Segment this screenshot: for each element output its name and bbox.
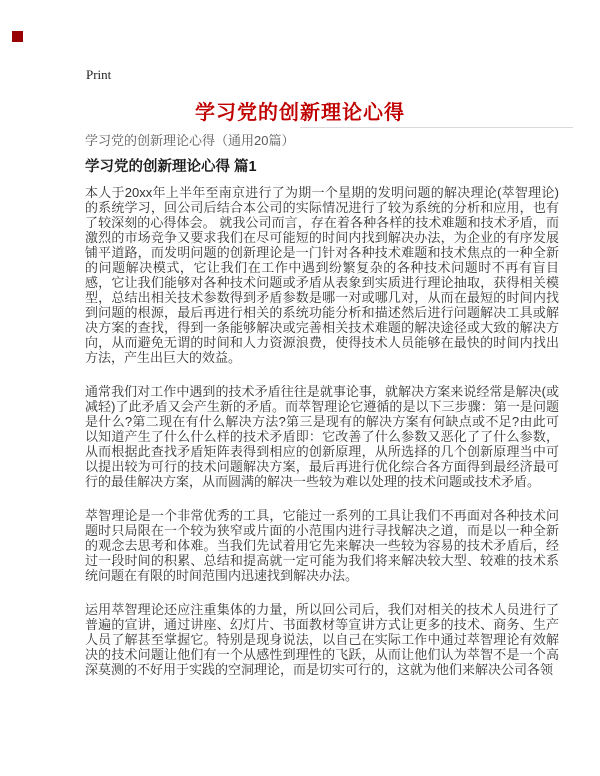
- body-paragraphs: [85, 185, 559, 677]
- document-content: [85, 133, 559, 696]
- paragraph: 本人于20xx年上半年至南京进行了为期一个星期的发明问题的解决理论(萃智理论)的系统学习，回公司后结合本公司的实际情况进行了较为系统的分析和应用，也有了较深刻的心得体会。 就我公司而言，存在着各种各样的技术难题和技术矛盾，而激烈的市场竞争又要求我们在尽可能短的时间内找到解决办法，为企业的有序发展铺平道路，而发明问题的创新理论是一门针对各种技术难题和技术焦点的一种全新的问题解决模式，它让我们在工作中遇到纷繁复杂的各种技术问题时不再有盲目感，它让我们能够对各种技术问题或矛盾从表象到实质进行理论抽取，获得相关模型，总结出相关技术参数得到矛盾参数是哪一对或哪几对，从而在最短的时间内找到问题的根源，最后再进行相关的系统功能分析和描述然后进行问题解决工具或解决方案的查找，得到一条能够解决或完善相关技术难题的解决途径或大致的解决方向，从而避免无谓的时间和人力资源浪费，使得技术人员能够在最快的时间内找出方法，产生出巨大的效益。: [85, 185, 559, 365]
- paragraph: 通常我们对工作中遇到的技术矛盾往往是就事论事，就解决方案来说经常是解决(或减轻)了此矛盾又会产生新的矛盾。而萃智理论它遵循的是以下三步骤：第一是问题是什么?第二现在有什么解决方法?第三是现有的解决方案有何缺点或不足?由此可以知道产生了什么什么样的技术矛盾即：它改善了什么参数又恶化了了什么参数，从而根据此查找矛盾矩阵表得到相应的创新原理，从所选择的几个创新原理当中可以提出较为可行的技术问题解决方案，最后再进行优化综合各方面得到最经济最可行的最佳解决方案，从而圆满的解决一些较为难以处理的技术问题或技术矛盾。: [85, 384, 559, 489]
- section-heading: 学习党的创新理论心得 篇1: [85, 159, 257, 175]
- page-title: 学习党的创新理论心得: [195, 102, 405, 124]
- red-square-marker: [12, 31, 23, 42]
- print-button[interactable]: Print: [86, 67, 112, 82]
- document-subtitle: 学习党的创新理论心得（通用20篇）: [85, 133, 295, 148]
- divider-line: [300, 127, 573, 128]
- paragraph: 运用萃智理论还应注重集体的力量，所以回公司后，我们对相关的技术人员进行了普遍的宣讲，通过讲座、幻灯片、书面教材等宣讲方式让更多的技术、商务、生产人员了解甚至掌握它。特别是现身说法，以自己在实际工作中通过萃智理论有效解决的技术问题让他们有一个从感性到理性的飞跃，从而让他们认为萃智不是一个高深莫测的不好用于实践的空洞理论，而是切实可行的，这就为他们来解决公司各领: [85, 602, 559, 677]
- paragraph: 萃智理论是一个非常优秀的工具，它能过一系列的工具让我们不再面对各种技术问题时只局限在一个较为狭窄或片面的小范围内进行寻找解决之道，而是以一种全新的观念去思考和体难。当我们先试着用它先来解决一些较为容易的技术矛盾后，经过一段时间的积累、总结和提高就一定可能为我们将来解决较大型、较难的技术系统问题在有限的时间范围内迅速找到解决办法。: [85, 508, 559, 583]
